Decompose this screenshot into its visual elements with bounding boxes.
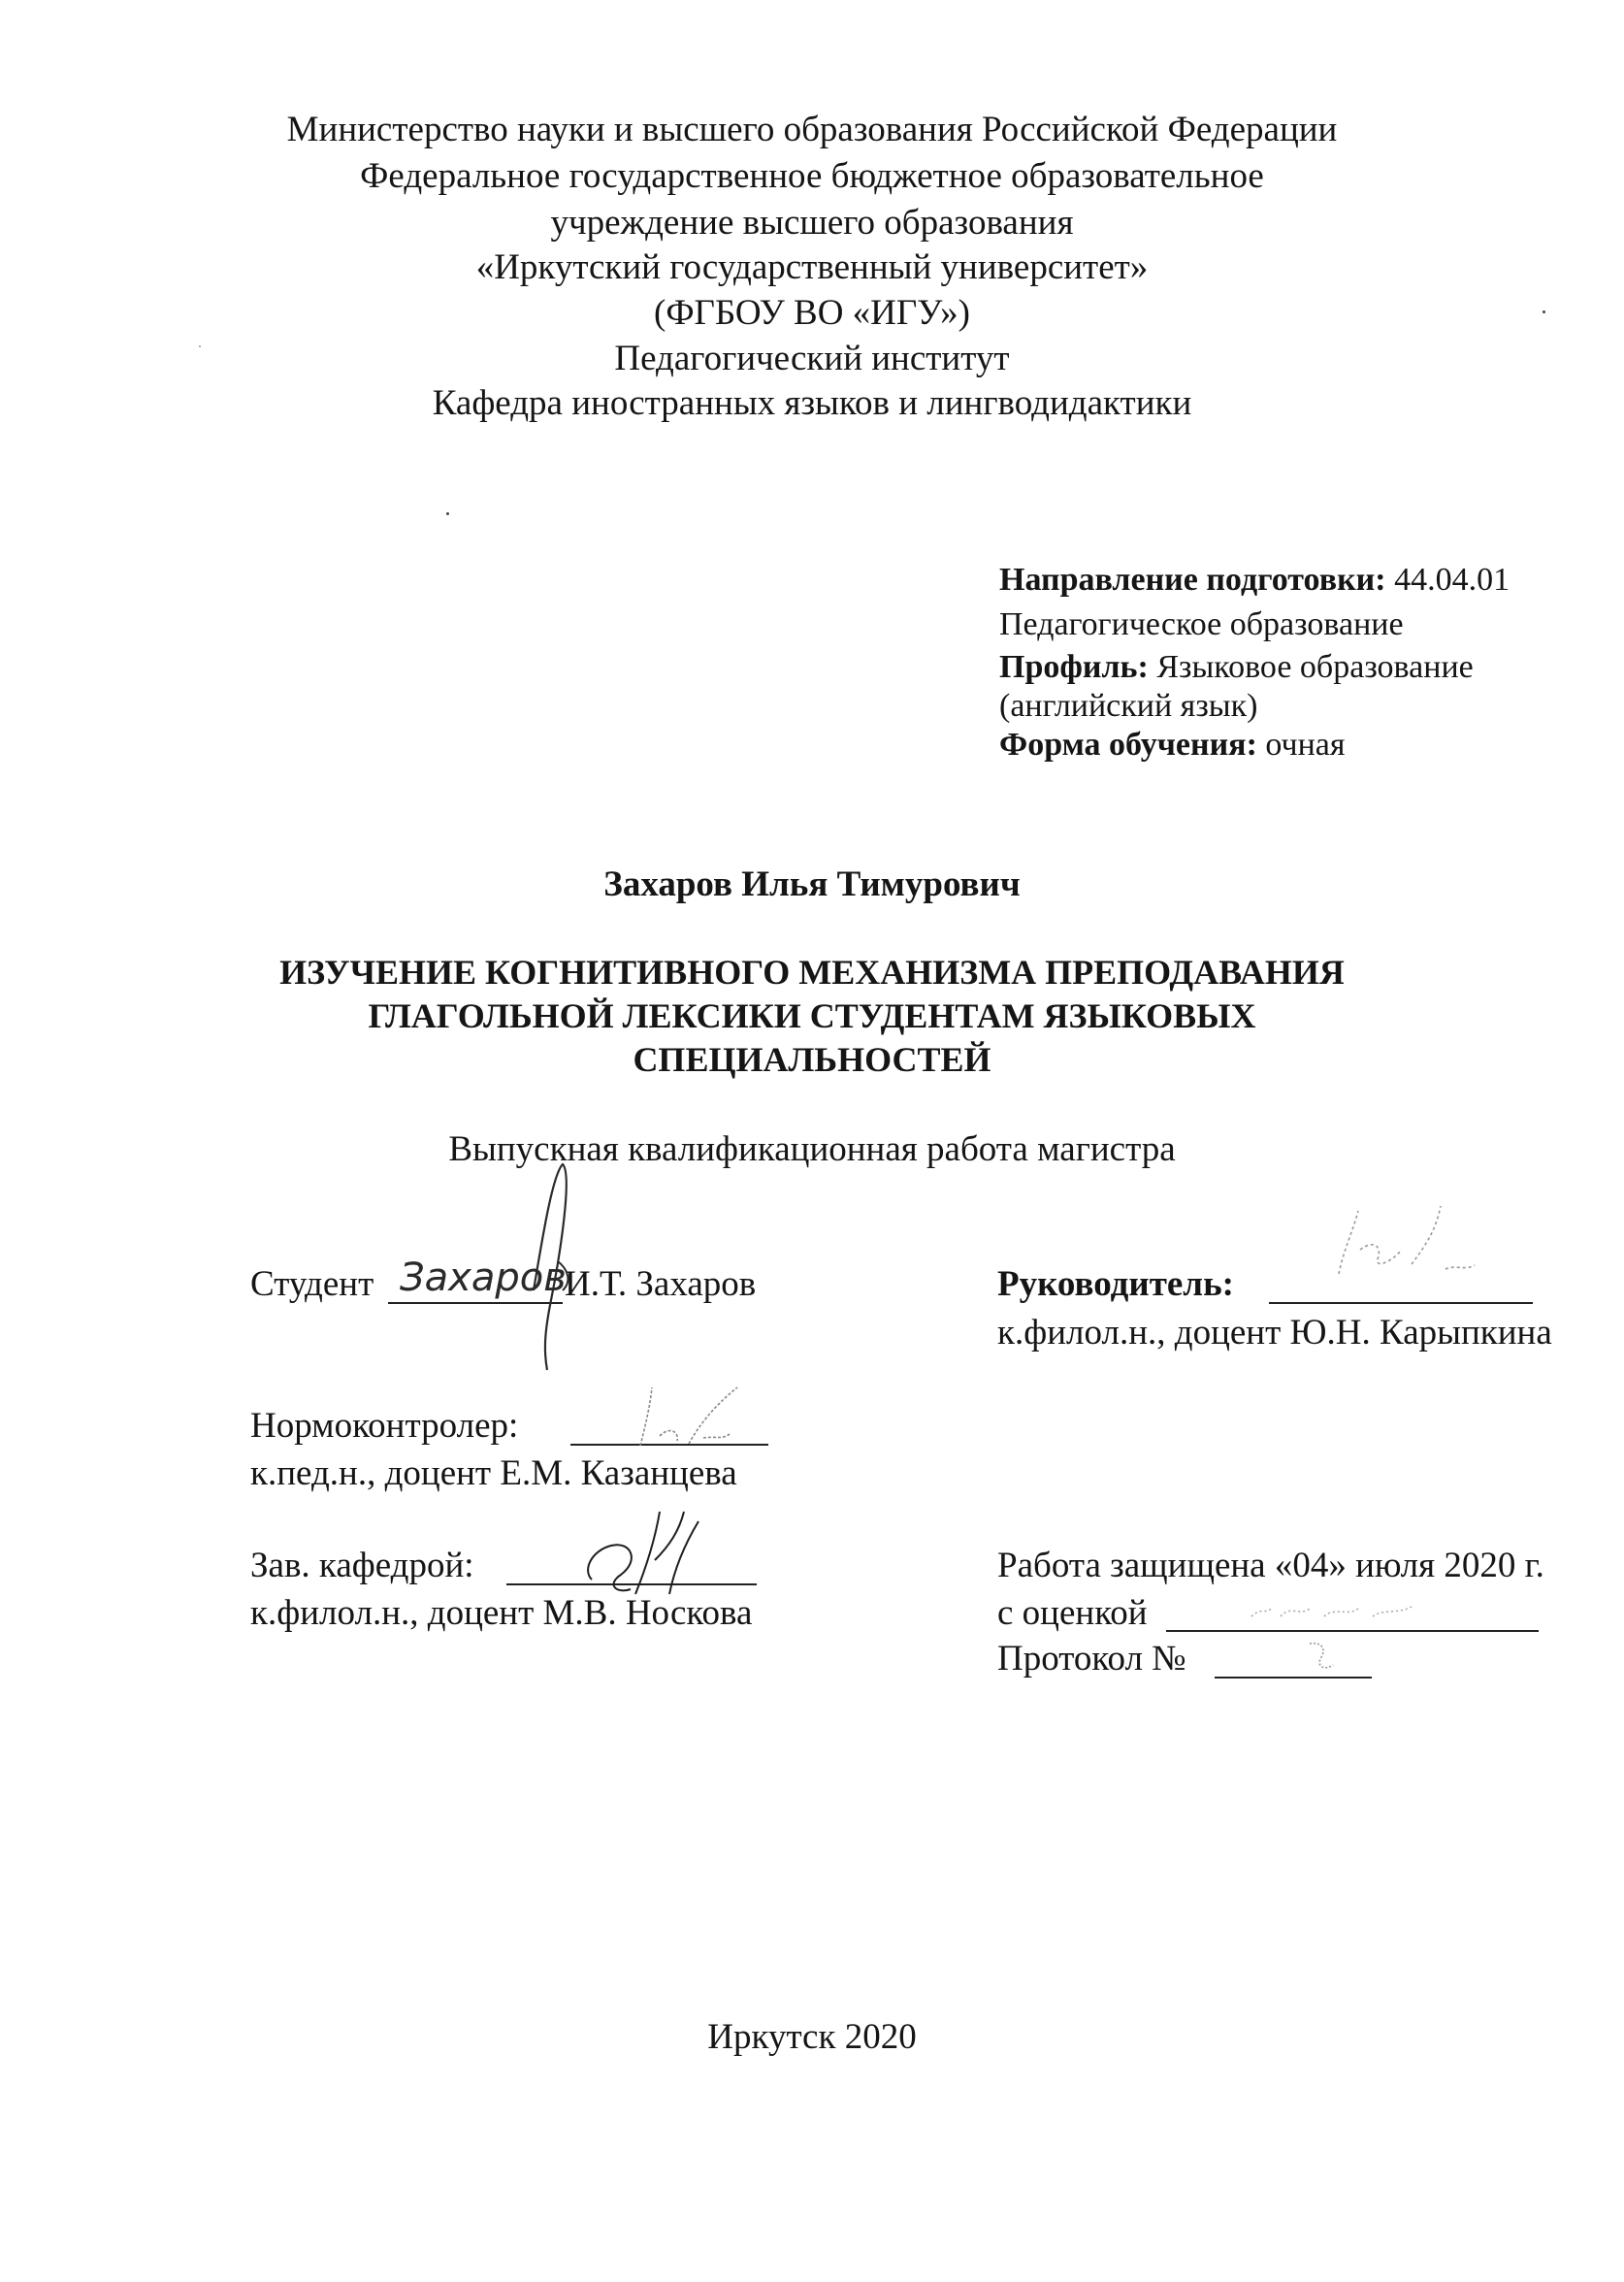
institution-line-1: Федеральное государственное бюджетное образовательное — [360, 156, 1264, 196]
work-type: Выпускная квалификационная работа магистра — [448, 1129, 1176, 1169]
head-title: к.филол.н., доцент М.В. Носкова — [250, 1593, 753, 1633]
direction-name: Педагогическое образование — [999, 606, 1404, 642]
scan-speck — [1543, 310, 1545, 313]
university-name: «Иркутский государственный университет» — [475, 247, 1149, 287]
protocol-handwriting — [1300, 1634, 1348, 1677]
student-label: Студент — [250, 1264, 374, 1304]
normcontrol-signature — [621, 1378, 757, 1455]
profile-value: Языковое образование — [1148, 649, 1474, 685]
direction-label: Направление подготовки: — [999, 562, 1386, 598]
student-signature — [388, 1145, 582, 1378]
student-name: И.Т. Захаров — [565, 1264, 757, 1304]
university-abbreviation: (ФГБОУ ВО «ИГУ») — [654, 293, 970, 333]
profile-label: Профиль: — [999, 649, 1149, 685]
normcontrol-label: Нормоконтролер: — [250, 1406, 519, 1446]
scan-speck — [446, 512, 449, 515]
profile-value-continued: (английский язык) — [999, 688, 1258, 724]
institution-line-2: учреждение высшего образования — [550, 203, 1074, 243]
grade-line — [1166, 1630, 1539, 1632]
thesis-title-line-3: СПЕЦИАЛЬНОСТЕЙ — [633, 1040, 991, 1079]
ministry-line: Министерство науки и высшего образования Российской Федерации — [286, 110, 1338, 149]
supervisor-signature — [1319, 1191, 1494, 1288]
institute-name: Педагогический институт — [614, 339, 1010, 378]
supervisor-label: Руководитель: — [997, 1264, 1234, 1304]
city-year: Иркутск 2020 — [707, 2017, 917, 2057]
profile-line — [999, 648, 1474, 687]
department-name: Кафедра иностранных языков и лингводидактики — [432, 383, 1192, 423]
grade-handwriting — [1242, 1587, 1436, 1626]
scan-speck — [199, 345, 201, 347]
student-handwritten-surname: Захаров — [400, 1255, 567, 1300]
supervisor-title: к.филол.н., доцент Ю.Н. Карыпкина — [997, 1313, 1552, 1353]
form-label: Форма обучения: — [999, 727, 1257, 763]
defense-date: Работа защищена «04» июля 2020 г. — [997, 1546, 1544, 1585]
normcontrol-title: к.пед.н., доцент Е.М. Казанцева — [250, 1453, 737, 1493]
form-line — [999, 726, 1346, 765]
grade-label: с оценкой — [997, 1593, 1148, 1633]
head-label: Зав. кафедрой: — [250, 1546, 474, 1585]
thesis-title-line-1: ИЗУЧЕНИЕ КОГНИТИВНОГО МЕХАНИЗМА ПРЕПОДАВАНИЯ — [279, 953, 1345, 992]
author-name: Захаров Илья Тимурович — [603, 864, 1021, 904]
protocol-line — [1215, 1677, 1372, 1679]
direction-code: 44.04.01 — [1385, 562, 1510, 598]
supervisor-signature-line — [1269, 1302, 1533, 1304]
protocol-label: Протокол № — [997, 1639, 1186, 1679]
form-value: очная — [1256, 727, 1346, 763]
direction-line — [999, 561, 1510, 600]
thesis-title-line-2: ГЛАГОЛЬНОЙ ЛЕКСИКИ СТУДЕНТАМ ЯЗЫКОВЫХ — [368, 996, 1256, 1035]
